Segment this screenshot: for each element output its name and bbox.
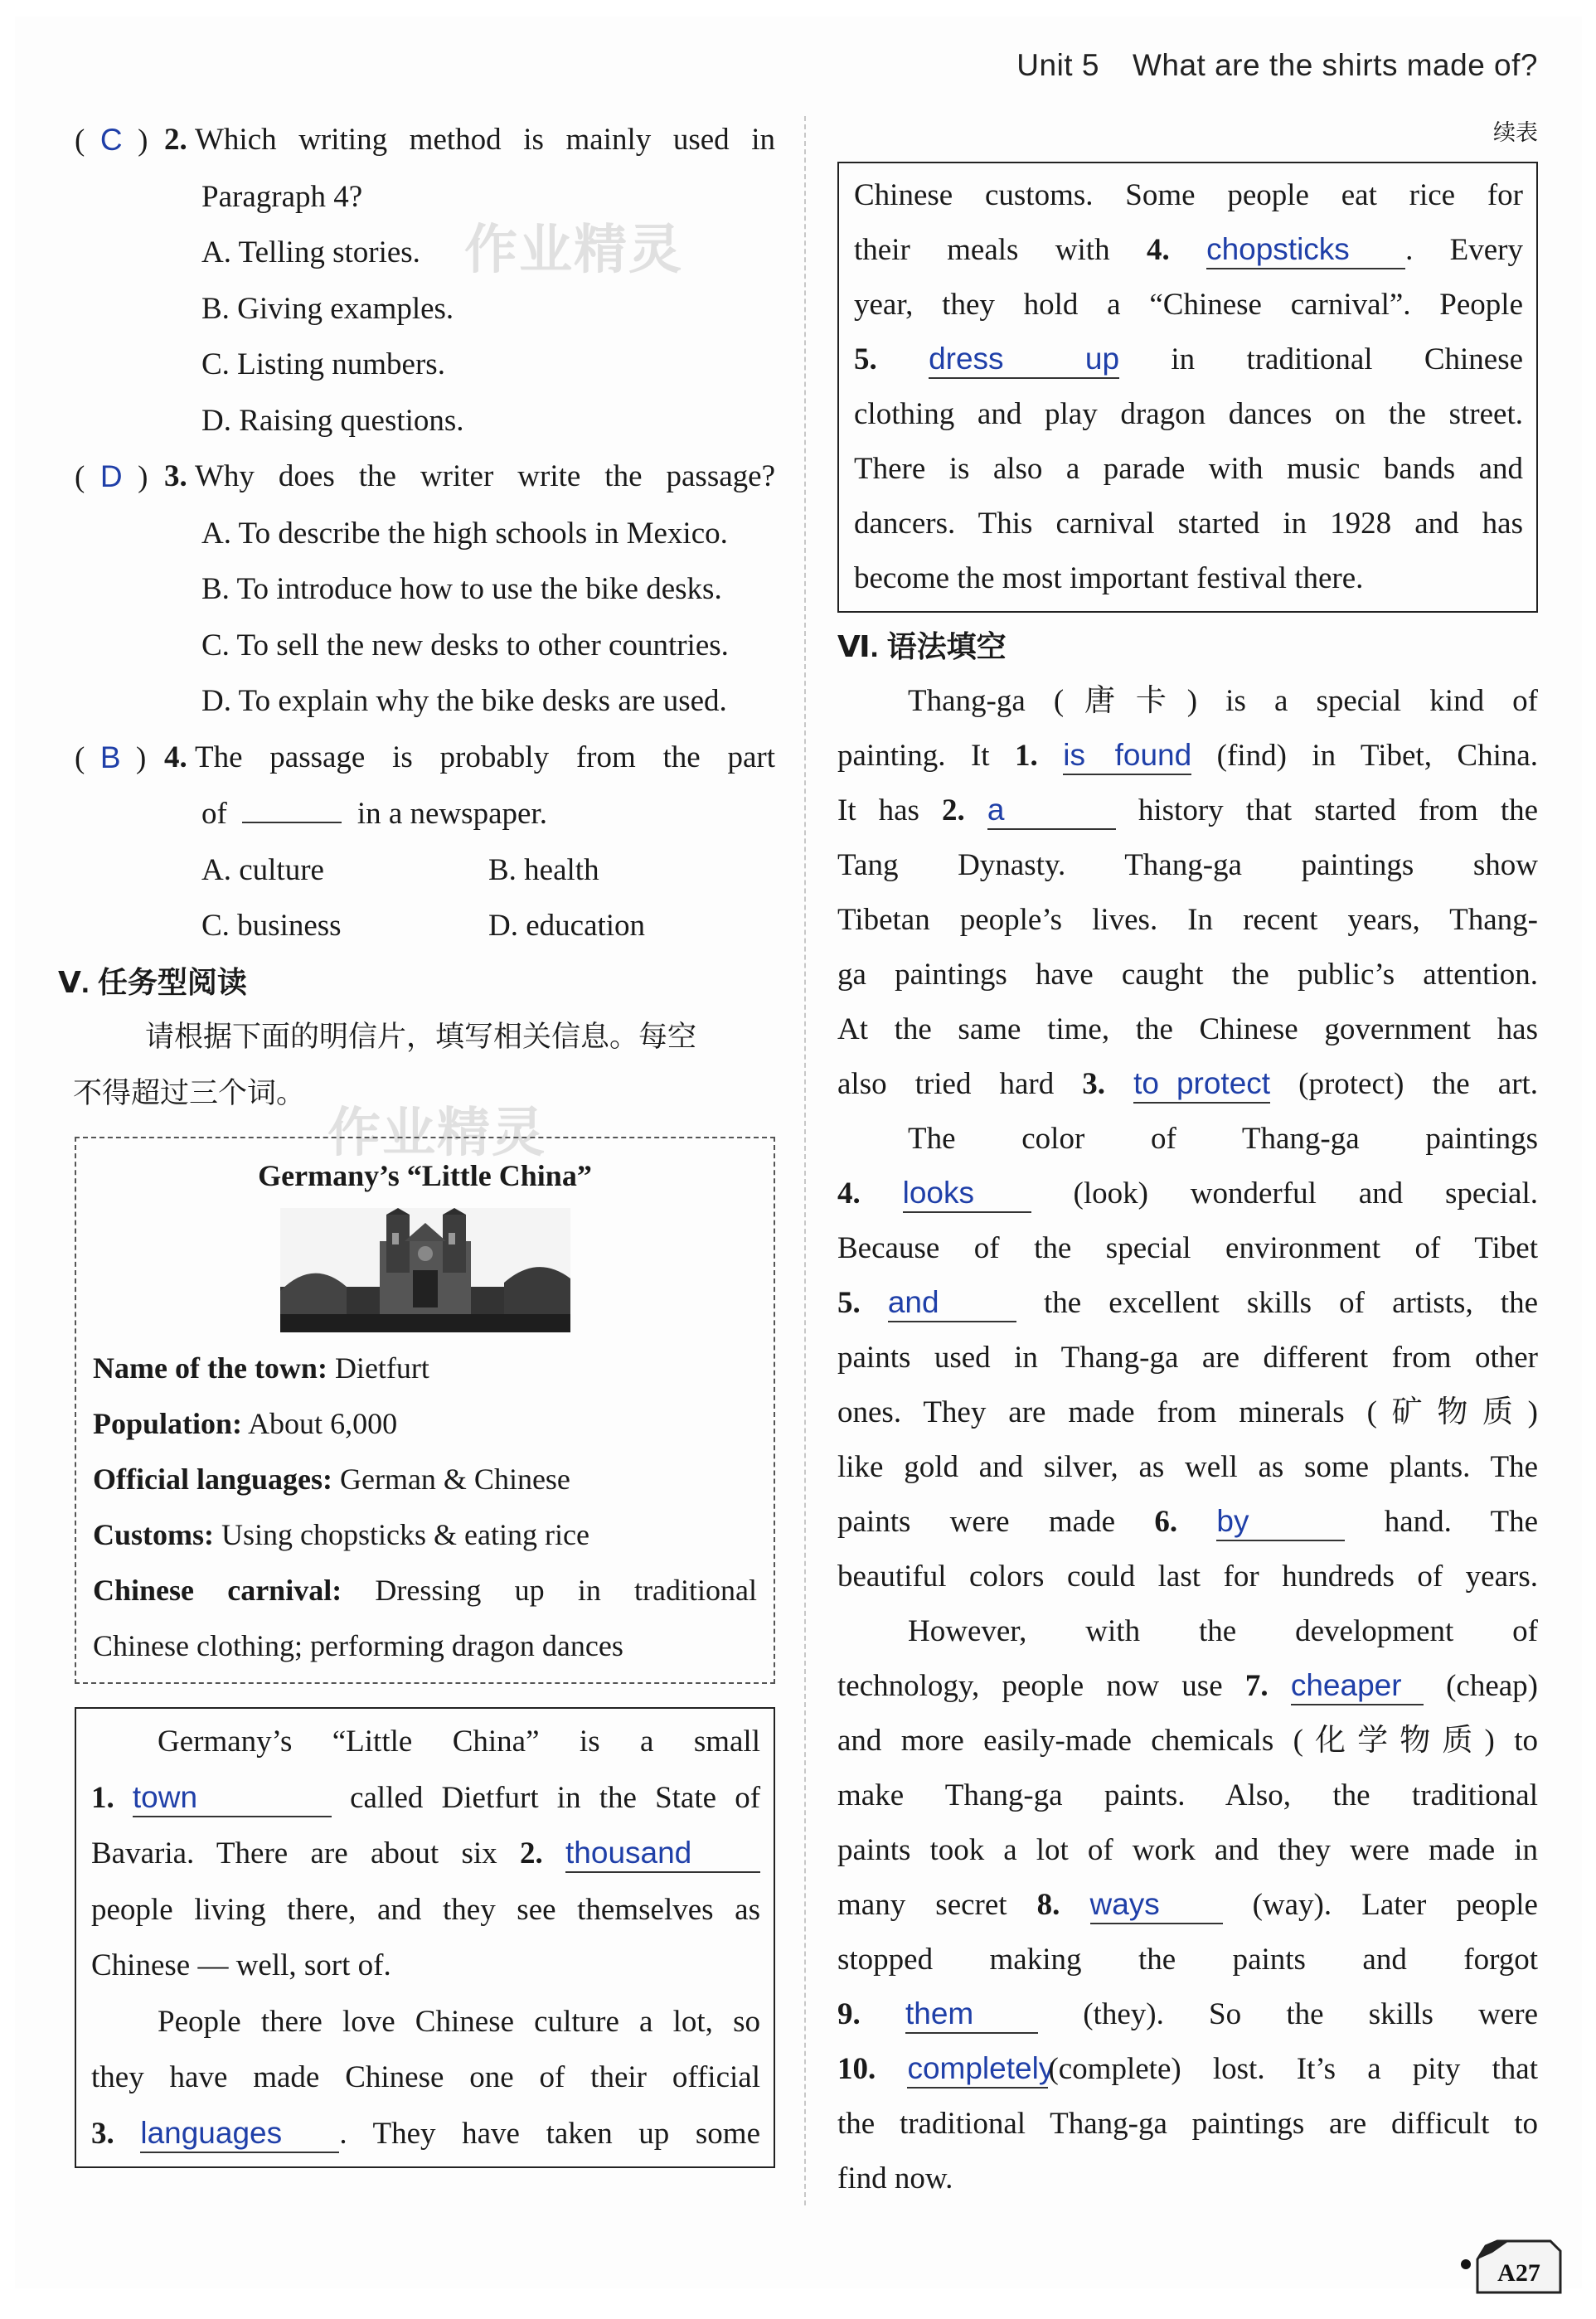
option: A. culture <box>201 852 324 887</box>
option: B. Giving examples. <box>201 291 454 326</box>
info-row: Population: About 6,000 <box>93 1407 398 1440</box>
passage-line: People there love Chinese culture a lot, so <box>158 2004 760 2039</box>
watermark: 作业精灵 <box>327 1103 546 1164</box>
unit-title: What are the shirts made of? <box>1132 48 1538 82</box>
option: C. To sell the new desks to other countries. <box>201 628 729 662</box>
left-column <box>58 112 775 2168</box>
passage-line: dancers. This carnival started in 1928 and has <box>854 507 1523 541</box>
info-row: Name of the town: Dietfurt <box>93 1351 429 1385</box>
question-3: ( D ) 3. Why does the writer write the passage? <box>75 449 775 506</box>
info-row: Chinese clothing; performing dragon dances <box>93 1629 623 1662</box>
passage-line: the traditional Thang-ga paintings are difficult to <box>837 2107 1538 2141</box>
passage-line: 3. languages . They have taken up some <box>91 2106 760 2162</box>
question-text: Paragraph 4? <box>201 179 363 214</box>
question-2: ( C ) 2. Which writing method is mainly used in <box>75 112 775 169</box>
passage-line: like gold and silver, as well as some plants. The <box>837 1450 1538 1484</box>
section-6-title: Ⅵ. 语法填空 <box>837 629 1007 663</box>
passage-line: become the most important festival there. <box>854 561 1364 595</box>
passage-line: However, with the development of <box>908 1614 1538 1648</box>
passage-line: The color of Thang-ga paintings <box>908 1122 1538 1156</box>
passage-line: Chinese customs. Some people eat rice for <box>854 178 1523 212</box>
passage-line: It has 2. a history that started from the <box>837 784 1538 838</box>
continued-label: 续表 <box>1493 120 1538 145</box>
option: A. To describe the high schools in Mexico. <box>201 516 728 551</box>
info-row: Official languages: German & Chinese <box>93 1463 570 1496</box>
answer-q2: C <box>99 123 123 157</box>
passage-line: Because of the special environment of Tibet <box>837 1231 1538 1265</box>
grammar-blank-3: to protect <box>1133 1065 1270 1104</box>
passage-line: 5. and the excellent skills of artists, the <box>837 1276 1538 1331</box>
option: B. health <box>488 852 599 887</box>
option: D. education <box>488 909 646 943</box>
answer-blank-2: thousand <box>565 1835 760 1873</box>
info-row: Chinese carnival: Dressing up in traditional <box>93 1574 758 1607</box>
page-number-badge <box>1459 2234 1563 2294</box>
blank-line <box>242 822 342 823</box>
column-divider <box>804 116 806 2205</box>
grammar-blank-9: them <box>905 1996 1038 2034</box>
postcard <box>75 1137 775 1684</box>
passage-line: make Thang-ga paints. Also, the traditional <box>837 1778 1538 1812</box>
answer-blank-4: chopsticks <box>1206 231 1405 269</box>
option: C. business <box>201 909 342 943</box>
passage-line: people living there, and they see themselves as <box>91 1892 760 1927</box>
passage-line: year, they hold a “Chinese carnival”. People <box>854 288 1523 322</box>
instruction: 请根据下面的明信片，填写相关信息。每空 <box>145 1021 697 1054</box>
passage-line: and more easily-made chemicals (化学物质) to <box>837 1724 1538 1758</box>
passage-line: paints were made 6. by hand. The <box>837 1495 1538 1550</box>
grammar-blank-2: a <box>987 792 1116 830</box>
answer-q4: B <box>99 740 121 774</box>
passage-line: paints took a lot of work and they were made in <box>837 1833 1538 1867</box>
passage-line: 9. them (they). So the skills were <box>837 1987 1538 2042</box>
passage-line: their meals with 4. chopsticks . Every <box>854 223 1523 278</box>
answer-q3: D <box>99 459 123 493</box>
passage-line: ones. They are made from minerals (矿物质) <box>837 1395 1538 1429</box>
grammar-blank-8: ways <box>1090 1886 1223 1924</box>
church-photo <box>280 1208 570 1332</box>
grammar-blank-10: completely <box>907 2050 1048 2089</box>
grammar-blank-1: is found <box>1063 737 1191 775</box>
passage-line: 10. completely(complete) lost. It’s a pity that <box>837 2042 1538 2097</box>
passage-line: many secret 8. ways (way). Later people <box>837 1878 1538 1933</box>
postcard-info <box>93 1341 757 1674</box>
unit-label: Unit 5 <box>1016 48 1099 82</box>
instruction: 不得超过三个词。 <box>73 1076 306 1110</box>
passage-box <box>75 1707 775 2168</box>
option: D. To explain why the bike desks are used. <box>201 684 727 718</box>
passage-line: ga paintings have caught the public’s attention. <box>837 958 1538 992</box>
passage-line: Tang Dynasty. Thang-ga paintings show <box>837 848 1538 882</box>
passage-line: find now. <box>837 2161 953 2195</box>
passage-line: 4. looks (look) wonderful and special. <box>837 1167 1538 1221</box>
answer-blank-3: languages <box>140 2115 339 2153</box>
grammar-blank-7: cheaper <box>1291 1667 1424 1705</box>
passage-line: At the same time, the Chinese government has <box>837 1012 1538 1046</box>
passage-line: painting. It 1. is found (find) in Tibet, China. <box>837 729 1538 784</box>
passage-line: 1. town called Dietfurt in the State of <box>91 1770 760 1827</box>
page-header <box>1016 48 1538 83</box>
question-text: The passage is probably from the part <box>195 740 775 774</box>
passage-line: Chinese — well, sort of. <box>91 1948 391 1982</box>
answer-blank-1: town <box>133 1779 332 1817</box>
question-text: of in a newspaper. <box>201 797 547 831</box>
passage-line: paints used in Thang-ga are different from other <box>837 1341 1538 1375</box>
info-row: Customs: Using chopsticks & eating rice <box>93 1518 589 1551</box>
passage-line: also tried hard 3. to protect (protect) the art. <box>837 1057 1538 1112</box>
page-number: A27 <box>1497 2259 1540 2287</box>
watermark: 作业精灵 <box>464 220 683 281</box>
grammar-passage <box>837 674 1538 2206</box>
grammar-blank-5: and <box>888 1284 1016 1322</box>
passage-box-continued <box>837 162 1538 613</box>
right-column <box>837 112 1538 2206</box>
passage-line: they have made Chinese one of their official <box>91 2060 760 2094</box>
passage-line: 5. dress up in traditional Chinese <box>854 332 1523 387</box>
question-text: Which writing method is mainly used in <box>195 123 775 157</box>
options-row <box>75 842 775 899</box>
passage-line: Germany’s “Little China” is a small <box>158 1725 760 1759</box>
passage-line: Tibetan people’s lives. In recent years, Thang- <box>837 903 1538 937</box>
passage-line: technology, people now use 7. cheaper (cheap) <box>837 1659 1538 1714</box>
question-4: ( B ) 4. The passage is probably from the part <box>75 730 775 787</box>
section-5-title: Ⅴ. 任务型阅读 <box>58 964 247 999</box>
passage-line: stopped making the paints and forgot <box>837 1943 1538 1977</box>
passage-line: Bavaria. There are about six 2. thousand <box>91 1826 760 1882</box>
option: A. Telling stories. <box>201 235 420 269</box>
option: C. Listing numbers. <box>201 347 445 381</box>
passage-line: beautiful colors could last for hundreds of years. <box>837 1560 1538 1594</box>
passage-line: clothing and play dragon dances on the street. <box>854 397 1523 431</box>
option: B. To introduce how to use the bike desks. <box>201 572 722 606</box>
option: D. Raising questions. <box>201 403 464 438</box>
postcard-title: Germany’s “Little China” <box>258 1159 592 1192</box>
passage-line: There is also a parade with music bands and <box>854 452 1523 486</box>
answer-blank-5: dress up <box>929 341 1119 379</box>
passage-line: Thang-ga (唐卡) is a special kind of <box>908 684 1538 718</box>
options-row <box>75 898 775 954</box>
grammar-blank-4: looks <box>903 1175 1031 1213</box>
grammar-blank-6: by <box>1216 1503 1345 1541</box>
question-text: Why does the writer write the passage? <box>195 459 775 493</box>
